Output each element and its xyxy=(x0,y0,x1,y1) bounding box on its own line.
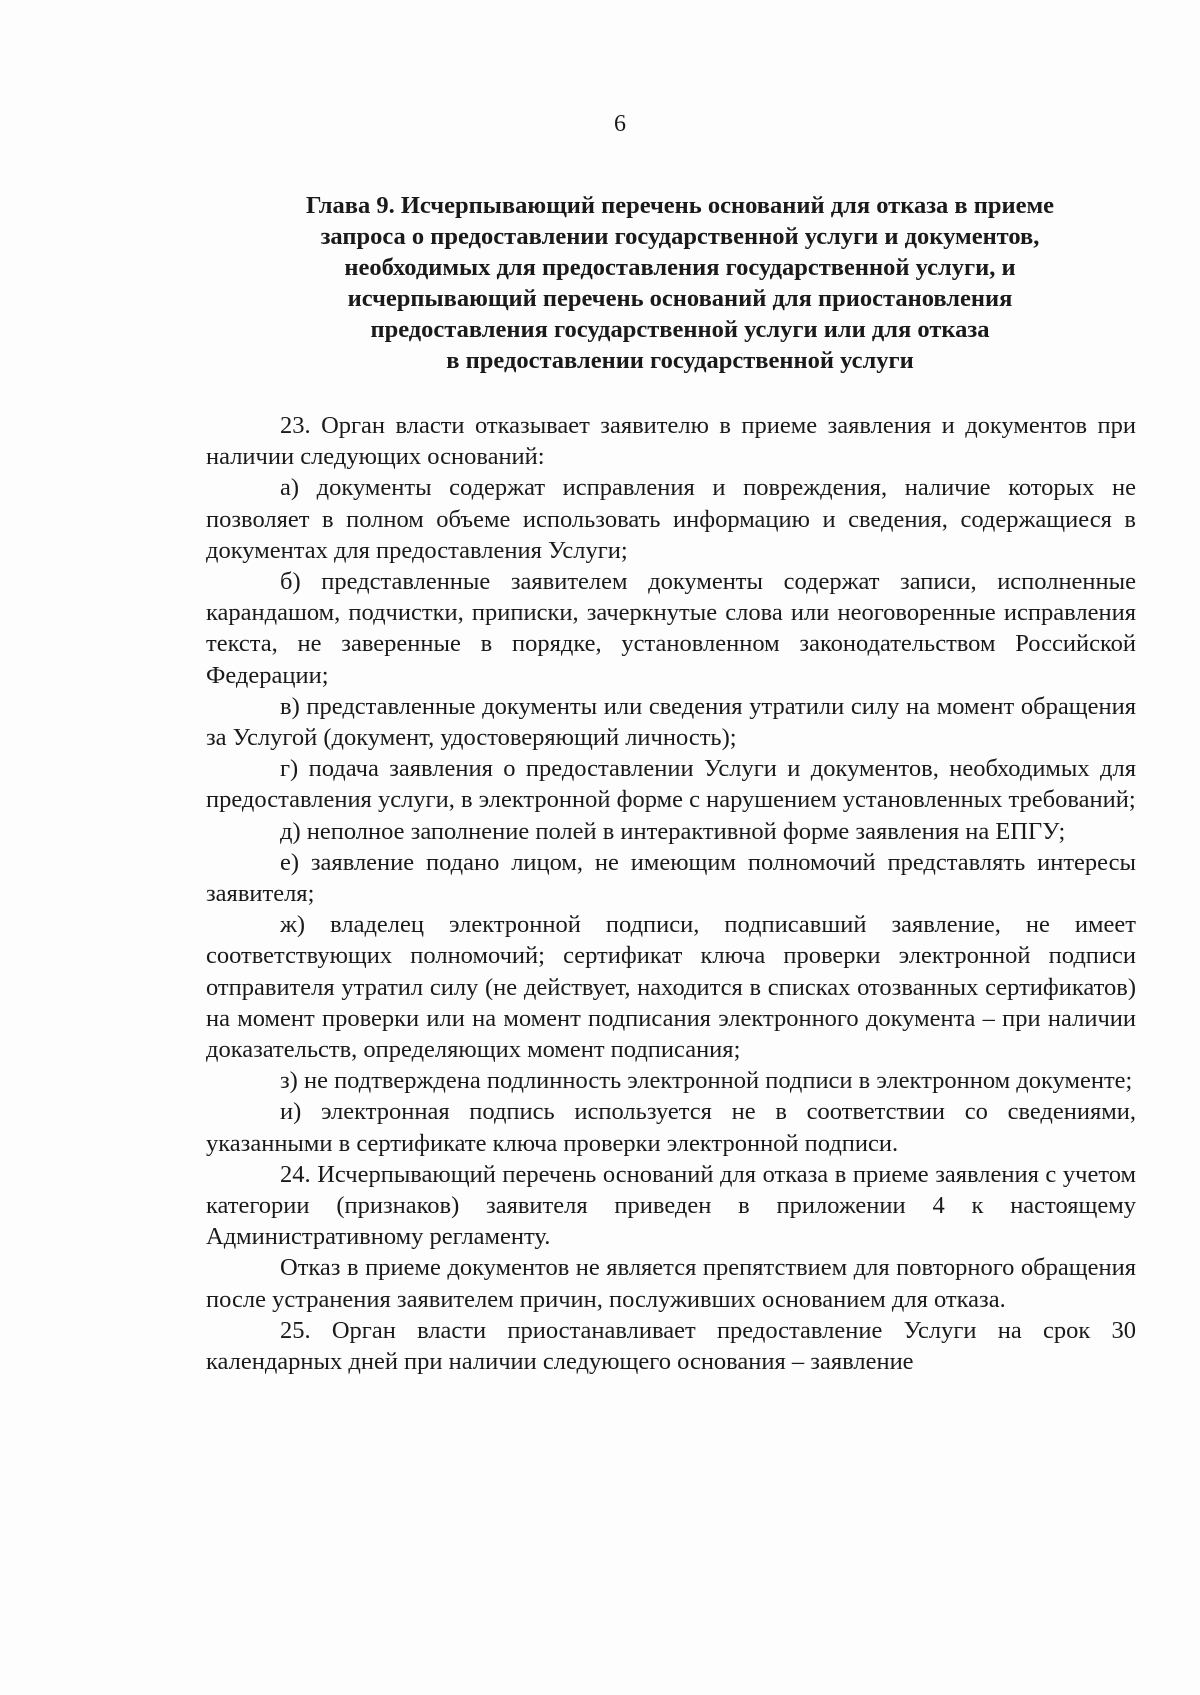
list-item-e: е) заявление подано лицом, не имеющим полномочий представлять интересы заявителя; xyxy=(206,848,1136,908)
list-item-b: б) представленные заявителем документы содержат записи, исполненные карандашом, подчистки, приписки, зачеркнутые слова или неоговоренные исправления текста, не заверенные в порядке, установленном законодательством Российской Федерации; xyxy=(206,568,1136,689)
paragraph-refusal-note: Отказ в приеме документов не является препятствием для повторного обращения после устранения заявителем причин, послуживших основанием для отказа. xyxy=(206,1254,1136,1313)
paragraph-25: 25. Орган власти приостанавливает предоставление Услуги на срок 30 календарных дней при наличии следующего основания – заявление xyxy=(206,1316,1136,1376)
chapter-title-line: исчерпывающий перечень оснований для приостановления xyxy=(347,285,1013,312)
chapter-title-line: запроса о предоставлении государственной услуги и документов, xyxy=(320,223,1040,250)
list-item-g: г) подача заявления о предоставлении Услуги и документов, необходимых для предоставления услуги, в электронной форме с нарушением установленных требований; xyxy=(206,755,1136,814)
chapter-title-line: необходимых для предоставления государственной услуги, и xyxy=(344,254,1016,281)
paragraph-23: 23. Орган власти отказывает заявителю в приеме заявления и документов при наличии следующих оснований: xyxy=(206,412,1136,471)
page-number: 6 xyxy=(614,111,626,137)
list-item-z: з) не подтверждена подлинность электронной подписи в электронном документе; xyxy=(280,1067,1133,1095)
chapter-title-line: предоставления государственной услуги или для отказа xyxy=(370,316,990,343)
list-item-zh: ж) владелец электронной подписи, подписавший заявление, не имеет соответствующих полномочий; сертификат ключа проверки электронной подписи отправителя утратил силу (не действует, находится в списках отозванных сертификатов) на момент проверки или на момент подписания электронного документа – при наличии доказательств, определяющих момент подписания; xyxy=(206,911,1136,1064)
body-text xyxy=(206,410,1136,1377)
list-item-d: д) неполное заполнение полей в интерактивной форме заявления на ЕПГУ; xyxy=(280,817,1066,845)
chapter-title-line: в предоставлении государственной услуги xyxy=(446,347,914,374)
list-item-i: и) электронная подпись используется не в соответствии со сведениями, указанными в сертификате ключа проверки электронной подписи. xyxy=(206,1098,1136,1157)
list-item-v: в) представленные документы или сведения утратили силу на момент обращения за Услугой (документ, удостоверяющий личность); xyxy=(206,692,1136,752)
paragraph-24: 24. Исчерпывающий перечень оснований для отказа в приеме заявления с учетом категории (признаков) заявителя приведен в приложении 4 к настоящему Административному регламенту. xyxy=(206,1160,1136,1251)
list-item-a: а) документы содержат исправления и повреждения, наличие которых не позволяет в полном объеме использовать информацию и сведения, содержащиеся в документах для предоставления Услуги; xyxy=(206,474,1136,564)
chapter-title xyxy=(230,190,1130,376)
chapter-title-line: Глава 9. Исчерпывающий перечень оснований для отказа в приеме xyxy=(305,192,1055,219)
